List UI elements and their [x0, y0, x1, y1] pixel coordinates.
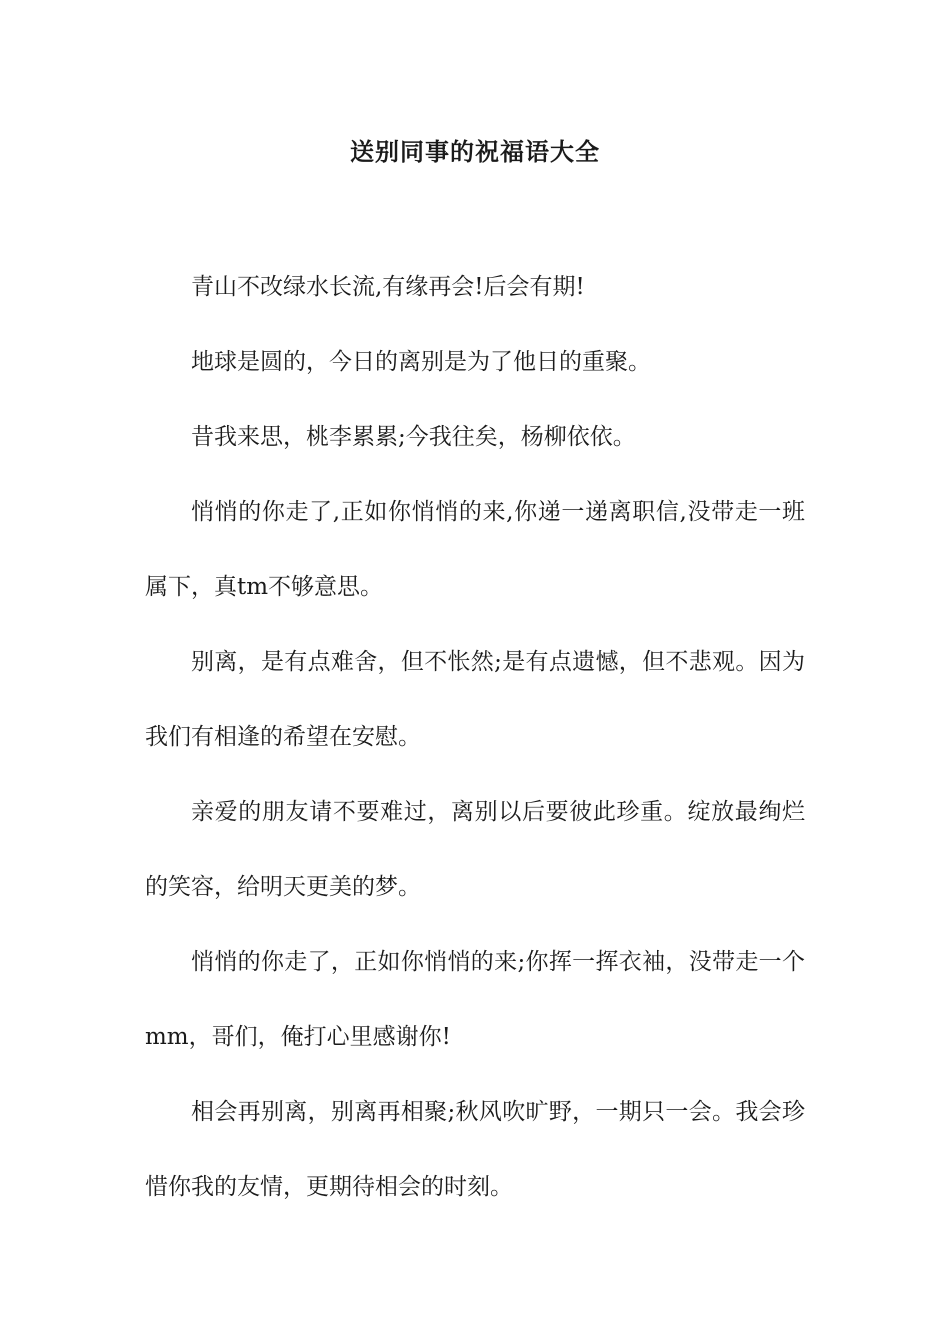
- document-title: 送别同事的祝福语大全: [350, 137, 600, 166]
- paragraph: 亲爱的朋友请不要难过，离别以后要彼此珍重。绽放最绚烂的笑容，给明天更美的梦。: [145, 799, 805, 900]
- paragraph: 悄悄的你走了,正如你悄悄的来,你递一递离职信,没带走一班属下，真tm不够意思。: [145, 499, 805, 600]
- paragraph: 青山不改绿水长流,有缘再会!后会有期!: [191, 274, 585, 300]
- paragraph: 别离，是有点难舍，但不怅然;是有点遗憾，但不悲观。因为我们有相逢的希望在安慰。: [145, 649, 805, 750]
- paragraph: 昔我来思，桃李累累;今我往矣，杨柳依依。: [191, 424, 636, 450]
- document-body: [145, 250, 805, 1225]
- paragraph: 相会再别离，别离再相聚;秋风吹旷野，一期只一会。我会珍惜你我的友情，更期待相会的时刻。: [145, 1099, 805, 1200]
- paragraph: 悄悄的你走了，正如你悄悄的来;你挥一挥衣袖，没带走一个mm，哥们，俺打心里感谢你!: [145, 949, 805, 1050]
- paragraph: 地球是圆的，今日的离别是为了他日的重聚。: [191, 349, 651, 375]
